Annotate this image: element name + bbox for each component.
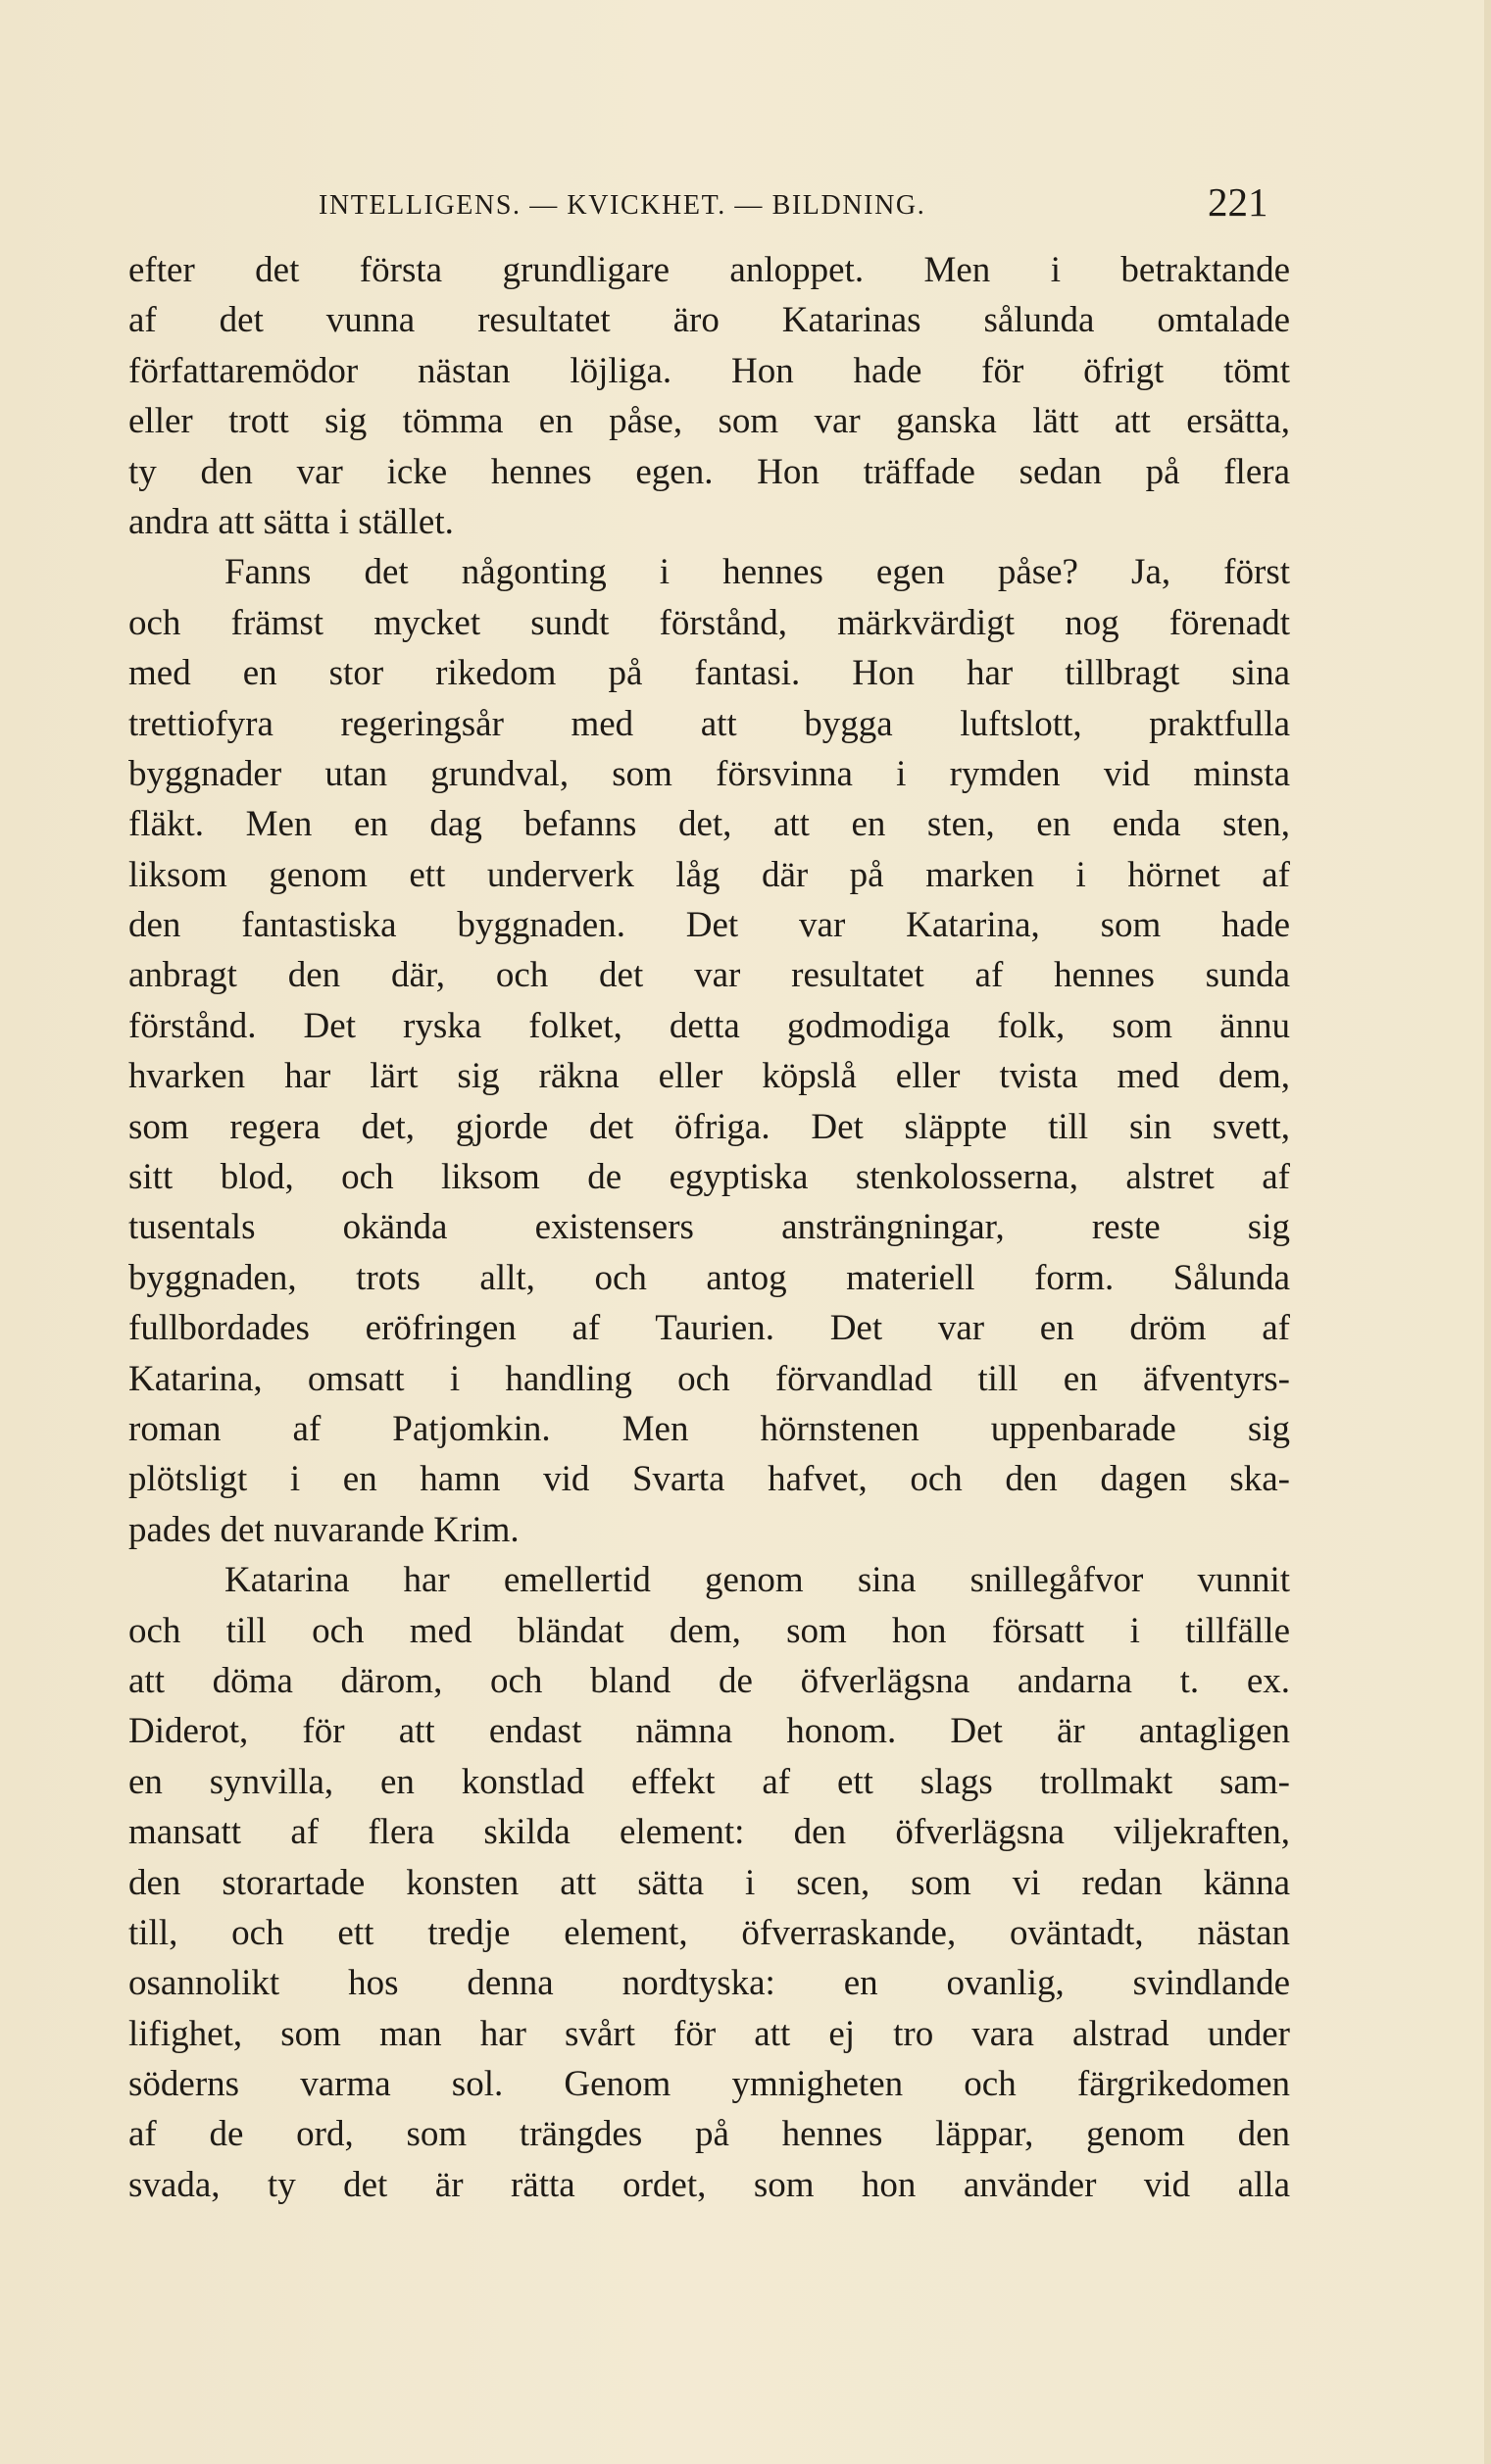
text-line: anbragt den där, och det var resultatet af hennes sunda xyxy=(128,955,1290,996)
text-line: trettiofyra regeringsår med att bygga luftslott, praktfulla xyxy=(128,703,1290,744)
text-line: svada, ty det är rätta ordet, som hon använder vid alla xyxy=(128,2164,1290,2205)
text-line: till, och ett tredje element, öfverraskande, oväntadt, nästan xyxy=(128,1912,1290,1953)
text-line: förstånd. Det ryska folket, detta godmodiga folk, som ännu xyxy=(128,1005,1290,1046)
text-line: med en stor rikedom på fantasi. Hon har tillbragt sina xyxy=(128,653,1290,694)
body-text xyxy=(128,245,1290,2210)
text-line: plötsligt i en hamn vid Svarta hafvet, och den dagen ska- xyxy=(128,1459,1290,1500)
text-line: efter det första grundligare anloppet. Men i betraktande xyxy=(128,250,1290,290)
text-line: ty den var icke hennes egen. Hon träffade sedan på flera xyxy=(128,451,1290,492)
text-line: Katarina har emellertid genom sina snillegåfvor vunnit xyxy=(224,1560,1290,1601)
text-line: Fanns det någonting i hennes egen påse? Ja, först xyxy=(224,552,1290,593)
text-line: söderns varma sol. Genom ymnigheten och färgrikedomen xyxy=(128,2064,1290,2105)
text-line: och främst mycket sundt förstånd, märkvärdigt nog förenadt xyxy=(128,602,1290,643)
text-line: byggnader utan grundval, som försvinna i rymden vid minsta xyxy=(128,753,1290,794)
text-line: en synvilla, en konstlad effekt af ett slags trollmakt sam- xyxy=(128,1761,1290,1802)
text-line: eller trott sig tömma en påse, som var ganska lätt att ersätta, xyxy=(128,401,1290,442)
text-line: författaremödor nästan löjliga. Hon hade för öfrigt tömt xyxy=(128,350,1290,391)
running-head: INTELLIGENS. — KVICKHET. — BILDNING. xyxy=(319,190,926,221)
text-line: andra att sätta i stället. xyxy=(128,501,454,542)
page-number: 221 xyxy=(1208,179,1268,225)
text-line: och till och med bländat dem, som hon försatt i tillfälle xyxy=(128,1610,1290,1651)
text-line: Katarina, omsatt i handling och förvandlad till en äfventyrs- xyxy=(128,1358,1290,1399)
text-line: af det vunna resultatet äro Katarinas sålunda omtalade xyxy=(128,300,1290,341)
text-line: af de ord, som trängdes på hennes läppar, genom den xyxy=(128,2114,1290,2155)
text-line: Diderot, för att endast nämna honom. Det är antagligen xyxy=(128,1711,1290,1752)
text-line: lifighet, som man har svårt för att ej tro vara alstrad under xyxy=(128,2013,1290,2054)
text-line: osannolikt hos denna nordtyska: en ovanlig, svindlande xyxy=(128,1963,1290,2004)
text-line: byggnaden, trots allt, och antog materiell form. Sålunda xyxy=(128,1257,1290,1298)
text-line: mansatt af flera skilda element: den öfverlägsna viljekraften, xyxy=(128,1812,1290,1853)
page-header xyxy=(0,178,1491,237)
text-line: fullbordades eröfringen af Taurien. Det var en dröm af xyxy=(128,1308,1290,1349)
text-line: den storartade konsten att sätta i scen, som vi redan känna xyxy=(128,1862,1290,1903)
text-line: som regera det, gjorde det öfriga. Det släppte till sin svett, xyxy=(128,1106,1290,1147)
text-line: sitt blod, och liksom de egyptiska stenkolosserna, alstret af xyxy=(128,1157,1290,1198)
text-line: den fantastiska byggnaden. Det var Katarina, som hade xyxy=(128,905,1290,946)
text-line: att döma därom, och bland de öfverlägsna andarna t. ex. xyxy=(128,1660,1290,1701)
text-line: liksom genom ett underverk låg där på marken i hörnet af xyxy=(128,854,1290,895)
text-line: pades det nuvarande Krim. xyxy=(128,1509,520,1550)
text-line: roman af Patjomkin. Men hörnstenen uppenbarade sig xyxy=(128,1408,1290,1449)
page-edge-shadow xyxy=(1484,0,1491,2464)
text-line: fläkt. Men en dag befanns det, att en sten, en enda sten, xyxy=(128,804,1290,845)
text-line: tusentals okända existensers ansträngningar, reste sig xyxy=(128,1207,1290,1248)
text-line: hvarken har lärt sig räkna eller köpslå eller tvista med dem, xyxy=(128,1056,1290,1097)
